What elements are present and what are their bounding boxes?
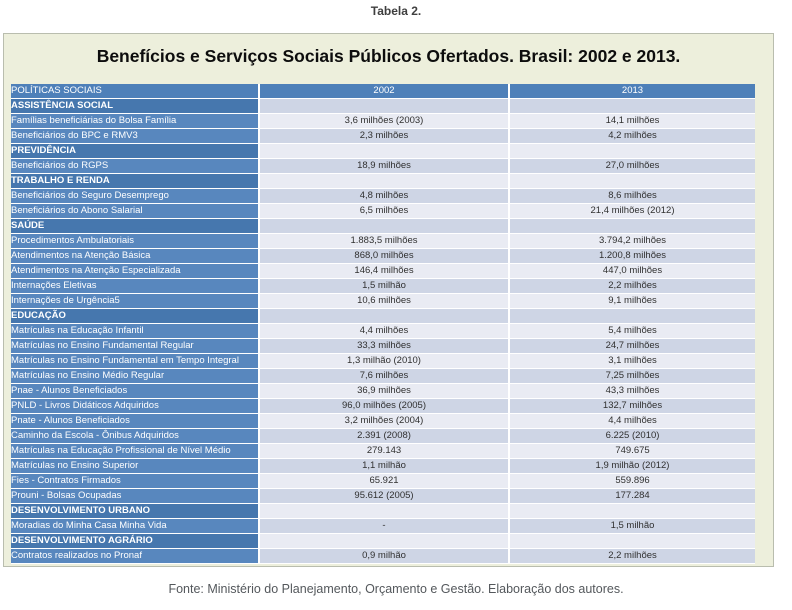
value-2002 [259,219,509,234]
table-row [11,234,755,249]
value-2013: 2,2 milhões [509,279,755,294]
row-label: Atendimentos na Atenção Especializada [11,264,259,279]
table-row [11,429,755,444]
section-row [11,144,755,159]
value-2002: 1,5 milhão [259,279,509,294]
value-2013: 2,2 milhões [509,549,755,564]
column-header-2013: 2013 [509,84,755,99]
row-label: Prouni - Bolsas Ocupadas [11,489,259,504]
value-2013: 749.675 [509,444,755,459]
table-row [11,459,755,474]
value-2013: 4,4 milhões [509,414,755,429]
value-2002 [259,99,509,114]
row-label: Contratos realizados no Pronaf [11,549,259,564]
value-2013: 4,2 milhões [509,129,755,144]
section-label: PREVIDÊNCIA [11,144,259,159]
table-title: Benefícios e Serviços Sociais Públicos Ofertados. Brasil: 2002 e 2013. [96,46,681,66]
row-label: Matrículas no Ensino Superior [11,459,259,474]
value-2013: 7,25 milhões [509,369,755,384]
table-row [11,324,755,339]
row-label: Beneficiários do Seguro Desemprego [11,189,259,204]
table-row [11,129,755,144]
row-label: Matrículas na Educação Infantil [11,324,259,339]
row-label: Beneficiários do Abono Salarial [11,204,259,219]
section-row [11,504,755,519]
row-label: Matrículas no Ensino Fundamental em Tempo Integral [11,354,259,369]
value-2013 [509,219,755,234]
table-row [11,399,755,414]
value-2013: 177.284 [509,489,755,504]
value-2013: 6.225 (2010) [509,429,755,444]
row-label: Famílias beneficiárias do Bolsa Família [11,114,259,129]
value-2002: 3,2 milhões (2004) [259,414,509,429]
value-2013 [509,144,755,159]
row-label: Internações de Urgência5 [11,294,259,309]
value-2002: 1,3 milhão (2010) [259,354,509,369]
value-2002: 146,4 milhões [259,264,509,279]
table-row [11,444,755,459]
table-row [11,549,755,564]
table-row [11,519,755,534]
section-label: TRABALHO E RENDA [11,174,259,189]
table-row [11,204,755,219]
value-2013: 1,9 milhão (2012) [509,459,755,474]
table-row [11,489,755,504]
source-note: Fonte: Ministério do Planejamento, Orçamento e Gestão. Elaboração dos autores. [168,582,624,596]
row-label: Matrículas no Ensino Médio Regular [11,369,259,384]
section-label: ASSISTÊNCIA SOCIAL [11,99,259,114]
value-2002 [259,144,509,159]
value-2013 [509,504,755,519]
value-2002: 36,9 milhões [259,384,509,399]
row-label: Internações Eletivas [11,279,259,294]
value-2002: 2,3 milhões [259,129,509,144]
value-2002: 4,4 milhões [259,324,509,339]
table-row [11,249,755,264]
value-2013: 14,1 milhões [509,114,755,129]
table-row [11,414,755,429]
table-row [11,339,755,354]
row-label: Caminho da Escola - Ônibus Adquiridos [11,429,259,444]
row-label: Pnae - Alunos Beneficiados [11,384,259,399]
value-2013: 5,4 milhões [509,324,755,339]
value-2002: 65.921 [259,474,509,489]
section-row [11,99,755,114]
value-2002: 1,1 milhão [259,459,509,474]
section-row [11,534,755,549]
value-2002 [259,174,509,189]
table-row [11,264,755,279]
section-label: SAÚDE [11,219,259,234]
value-2002: 6,5 milhões [259,204,509,219]
value-2013 [509,534,755,549]
row-label: Beneficiários do RGPS [11,159,259,174]
value-2002: 1.883,5 milhões [259,234,509,249]
value-2013: 8,6 milhões [509,189,755,204]
row-label: Matrículas no Ensino Fundamental Regular [11,339,259,354]
value-2013: 1,5 milhão [509,519,755,534]
value-2002: 10,6 milhões [259,294,509,309]
table-row [11,294,755,309]
value-2002 [259,504,509,519]
row-label: Beneficiários do BPC e RMV3 [11,129,259,144]
section-label: DESENVOLVIMENTO URBANO [11,504,259,519]
section-label: EDUCAÇÃO [11,309,259,324]
value-2002: 7,6 milhões [259,369,509,384]
value-2002: - [259,519,509,534]
section-label: DESENVOLVIMENTO AGRÁRIO [11,534,259,549]
value-2013: 132,7 milhões [509,399,755,414]
value-2013: 447,0 milhões [509,264,755,279]
value-2013: 21,4 milhões (2012) [509,204,755,219]
section-row [11,219,755,234]
row-label: Fies - Contratos Firmados [11,474,259,489]
value-2013: 559.896 [509,474,755,489]
value-2002: 3,6 milhões (2003) [259,114,509,129]
value-2002: 18,9 milhões [259,159,509,174]
row-label: Pnate - Alunos Beneficiados [11,414,259,429]
row-label: Atendimentos na Atenção Básica [11,249,259,264]
value-2013: 3.794,2 milhões [509,234,755,249]
row-label: Matrículas na Educação Profissional de Nível Médio [11,444,259,459]
value-2013 [509,174,755,189]
value-2013: 27,0 milhões [509,159,755,174]
table-body [11,99,755,564]
table-row [11,279,755,294]
value-2002: 2.391 (2008) [259,429,509,444]
value-2013: 43,3 milhões [509,384,755,399]
column-header-politicas-sociais: POLÍTICAS SOCIAIS [11,84,259,99]
column-header-2002: 2002 [259,84,509,99]
table-caption: Tabela 2. [370,4,422,18]
value-2013: 3,1 milhões [509,354,755,369]
table-row [11,114,755,129]
value-2002: 95.612 (2005) [259,489,509,504]
value-2013: 24,7 milhões [509,339,755,354]
value-2002 [259,309,509,324]
value-2002 [259,534,509,549]
table-row [11,189,755,204]
row-label: PNLD - Livros Didáticos Adquiridos [11,399,259,414]
value-2002: 4,8 milhões [259,189,509,204]
table-row [11,474,755,489]
table-row [11,369,755,384]
table-row [11,159,755,174]
value-2013 [509,309,755,324]
value-2002: 279.143 [259,444,509,459]
value-2002: 33,3 milhões [259,339,509,354]
table-row [11,384,755,399]
table-header-row [11,84,755,99]
section-row [11,174,755,189]
value-2002: 868,0 milhões [259,249,509,264]
value-2013: 1.200,8 milhões [509,249,755,264]
benefits-table [11,84,755,564]
value-2013 [509,99,755,114]
value-2002: 0,9 milhão [259,549,509,564]
row-label: Moradias do Minha Casa Minha Vida [11,519,259,534]
table-panel [3,33,774,567]
section-row [11,309,755,324]
value-2002: 96,0 milhões (2005) [259,399,509,414]
row-label: Procedimentos Ambulatoriais [11,234,259,249]
table-row [11,354,755,369]
value-2013: 9,1 milhões [509,294,755,309]
